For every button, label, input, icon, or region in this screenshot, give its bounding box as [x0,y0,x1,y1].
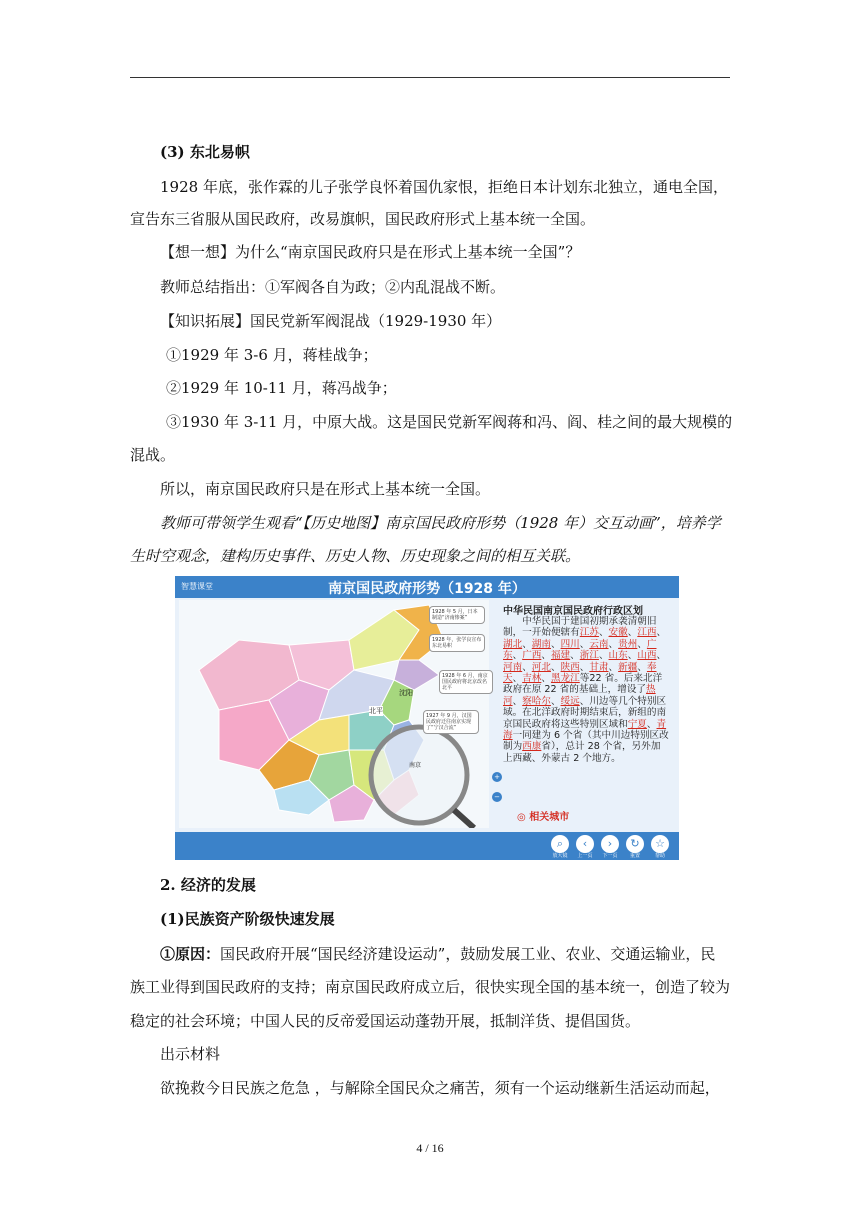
province-link[interactable]: 青海 [503,718,667,742]
province-link[interactable]: 黑龙江 [550,673,580,685]
reset-icon[interactable]: ↻ [626,835,644,853]
header-rule [130,77,730,78]
related-cities-button[interactable]: ◎ 相关城市 [517,812,570,823]
province-link[interactable]: 河北 [531,661,551,673]
province-link[interactable]: 陕西 [560,661,580,673]
think-prompt: 【想一想】为什么“南京国民政府只是在形式上基本统一全国”？ [160,243,581,261]
province-link[interactable]: 贵州 [618,638,638,650]
province-link[interactable]: 河南 [503,661,523,673]
zoom-out-icon[interactable]: − [492,792,502,802]
annotation-note: 1928 年 6 月，南京国民政府将北京改名北平 [439,670,493,694]
annotation-note: 1928 年，张学良宣布东北易帜 [429,634,485,652]
province-link[interactable]: 广东 [503,638,657,662]
section-3-title: (3) 东北易帜 [160,143,250,161]
next-icon[interactable]: › [601,835,619,853]
subsection-title: (1)民族资产阶级快速发展 [160,910,335,928]
page-number: 4 / 16 [416,1141,444,1155]
war-item: 混战。 [130,446,176,464]
province-link[interactable]: 山东 [608,650,628,662]
province-link[interactable]: 甘肃 [589,661,609,673]
province-link[interactable]: 安徽 [608,627,628,639]
province-link[interactable]: 广西 [522,650,542,662]
province-link[interactable]: 福建 [550,650,571,662]
figure-toolbar [175,832,679,860]
panel-description: 中华民国于建国初期承袭清朝旧制，一开始便辖有江苏、安徽、江西、湖北、湖南、四川、云南、贵州、广东、广西、福建、浙江、山东、山西、河南、河北、陕西、甘肃、新疆、奉天、吉林、黑龙江等22 省。后来北洋政府在原 22 省的基础上，增设了热河、察哈尔、绥远、川边等几个特别区域。在北洋政府时期结束后，新组的南京国民政府将这些特别区域和宁夏、青海一同建为 6 个省（其中川边特别区改制为西康省），总计 28 个省，另外加上西藏、外蒙古 2 个地方。 [503,616,669,764]
teacher-summary: 教师总结指出：①军阀各自为政；②内乱混战不断。 [160,278,506,296]
toolbar-label: 放大镜 [552,853,568,859]
figure-title-bar [175,576,679,598]
province-link[interactable]: 浙江 [579,650,599,662]
paragraph-line: 1928 年底，张作霖的儿子张学良怀着国仇家恨，拒绝日本计划东北独立，通电全国， [160,178,728,196]
reason-line: ①原因：国民政府开展“国民经济建设运动”，鼓励发展工业、农业、交通运输业，民 [160,945,716,963]
province-link[interactable]: 山西 [637,650,657,662]
conclusion: 所以，南京国民政府只是在形式上基本统一全国。 [160,480,491,498]
knowledge-extension: 【知识拓展】国民党新军阀混战（1929-1930 年） [160,312,502,330]
province-link[interactable]: 西康 [522,741,542,753]
quote-line: 欲挽救今日民族之危急 ，与解除全国民众之痛苦，须有一个运动继新生活运动而起， [160,1079,720,1097]
war-item: ①1929 年 3-6 月，蒋桂战争； [166,346,378,364]
province-link[interactable]: 绥远 [560,695,580,707]
province-link[interactable]: 江西 [637,627,657,639]
province-link[interactable]: 宁夏 [627,718,647,730]
province-link[interactable]: 四川 [560,638,580,650]
annotation-note: 1927 年 9 月，汉国民政府迁往南京实现了“宁汉合流” [423,710,479,734]
help-icon[interactable]: ☆ [651,835,669,853]
teacher-guidance: 教师可带领学生观看“【历史地图】南京国民政府形势（1928 年）交互动画”，培养学 [160,514,721,532]
material-label: 出示材料 [160,1045,221,1063]
province-link[interactable]: 察哈尔 [522,695,551,707]
toolbar-label: 帮助 [654,853,665,859]
war-item: ②1929 年 10-11 月，蒋冯战争； [166,379,397,397]
province-link[interactable]: 云南 [589,638,609,650]
city-label: 沈阳 [399,689,413,697]
zoom-in-icon[interactable]: + [492,772,502,782]
section-2-title: 2. 经济的发展 [160,876,256,894]
reason-label: ①原因： [160,945,221,963]
previous-icon[interactable]: ‹ [576,835,594,853]
app-logo: 智慧课堂 [181,582,213,591]
paragraph-line: 宣告东三省服从国民政府，改易旗帜，国民政府形式上基本统一全国。 [130,210,596,228]
history-map-figure [175,576,679,860]
city-label: 南京 [409,762,422,769]
war-item: ③1930 年 3-11 月，中原大战。这是国民党新军阀蒋和冯、阎、桂之间的最大规模的 [166,413,733,431]
panel-subtitle: 中华民国南京国民政府行政区划 [503,606,643,617]
figure-title: 南京国民政府形势（1928 年） [328,581,526,597]
province-link[interactable]: 湖北 [503,638,523,650]
province-link[interactable]: 吉林 [522,673,542,685]
toolbar-label: 重置 [629,853,640,859]
reason-line: 族工业得到国民政府的支持；南京国民政府成立后，很快实现全国的基本统一，创造了较为 [130,978,731,996]
city-label: 北平 [369,707,383,715]
province-link[interactable]: 江苏 [579,627,599,639]
info-panel [497,600,675,828]
magnifier-icon[interactable]: ⌕ [551,835,569,853]
province-link[interactable]: 湖南 [531,638,551,650]
annotation-note: 1928 年 5 月，日本制造“济南惨案” [429,606,485,624]
province-link[interactable]: 热河 [503,684,656,707]
toolbar-label: 下一页 [602,853,618,859]
map-area[interactable] [179,600,489,828]
province-link[interactable]: 奉天 [503,661,657,685]
toolbar-label: 上一页 [577,853,593,859]
teacher-guidance: 生时空观念，建构历史事件、历史人物、历史现象之间的相互关联。 [130,547,581,565]
reason-line: 稳定的社会环境；中国人民的反帝爱国运动蓬勃开展，抵制洋货、提倡国货。 [130,1012,641,1030]
province-link[interactable]: 新疆 [618,661,638,673]
